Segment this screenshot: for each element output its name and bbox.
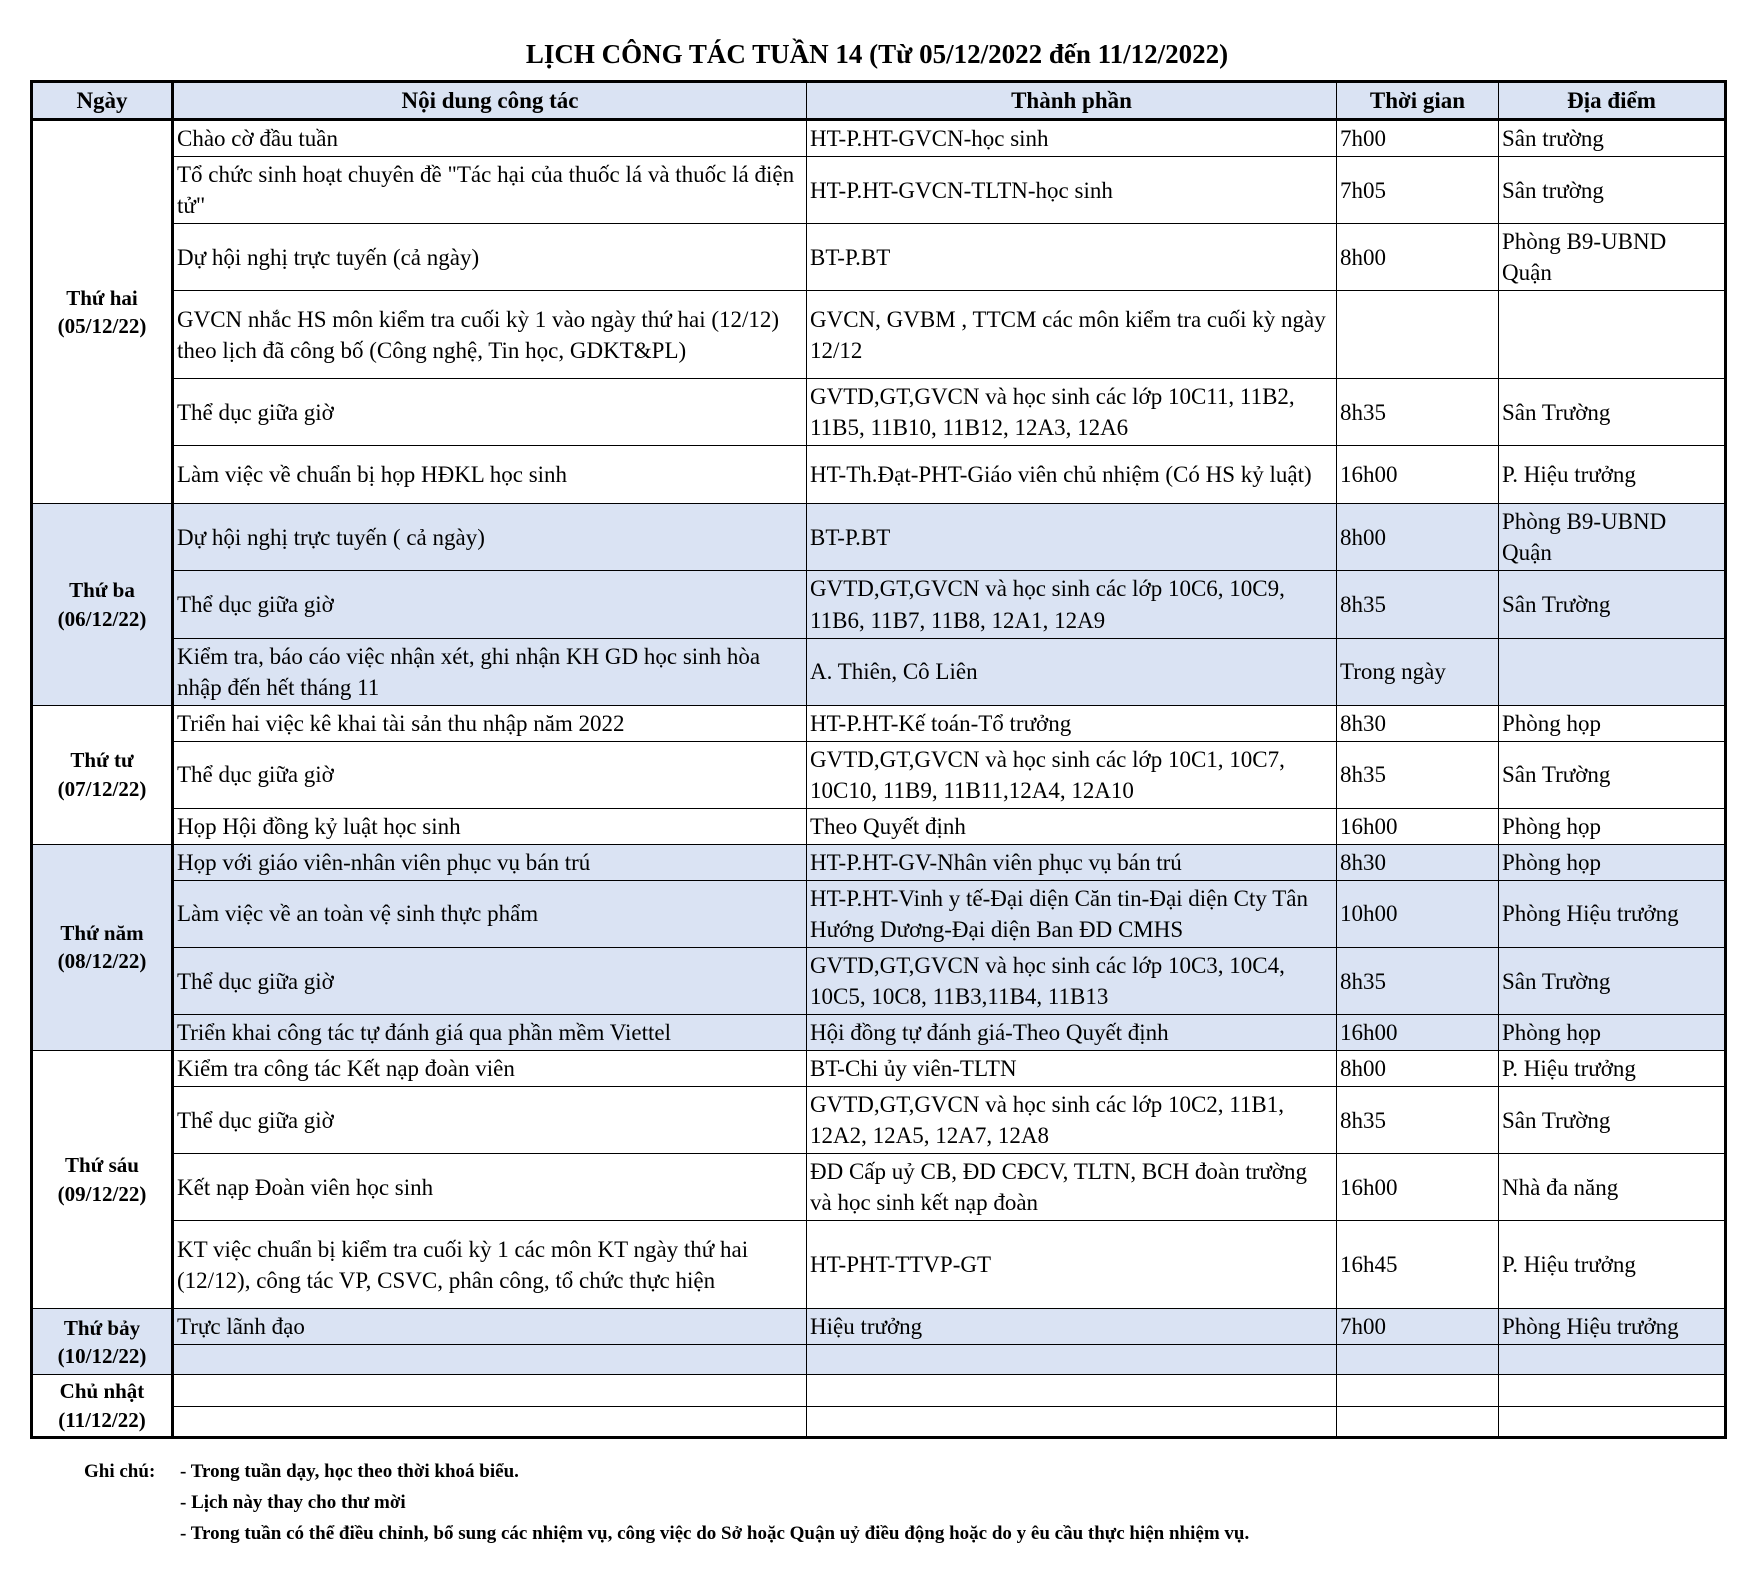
content-cell: Chào cờ đầu tuần xyxy=(173,120,807,157)
participants-cell: BT-Chi ủy viên-TLTN xyxy=(807,1051,1337,1087)
time-cell: 10h00 xyxy=(1337,880,1499,947)
table-row xyxy=(32,1154,1726,1221)
participants-cell xyxy=(807,1375,1337,1406)
place-cell xyxy=(1499,638,1726,705)
time-cell: 7h00 xyxy=(1337,120,1499,157)
column-header-place: Địa điểm xyxy=(1499,82,1726,120)
time-cell: 16h00 xyxy=(1337,1015,1499,1051)
participants-cell: HT-P.HT-Kế toán-Tổ trưởng xyxy=(807,705,1337,741)
day-name: Thứ bảy xyxy=(63,1315,141,1340)
content-cell xyxy=(173,1406,807,1437)
table-row xyxy=(32,504,1726,571)
participants-cell: Theo Quyết định xyxy=(807,808,1337,844)
table-row xyxy=(32,157,1726,224)
place-cell: Phòng Hiệu trưởng xyxy=(1499,880,1726,947)
time-cell: 8h35 xyxy=(1337,379,1499,446)
column-header-day: Ngày xyxy=(32,82,173,120)
content-cell: KT việc chuẩn bị kiểm tra cuối kỳ 1 các môn KT ngày thứ hai (12/12), công tác VP, CSVC, phân công, tổ chức thực hiện xyxy=(173,1221,807,1309)
content-cell: Dự hội nghị trực tuyến ( cả ngày) xyxy=(173,504,807,571)
content-cell: Dự hội nghị trực tuyến (cả ngày) xyxy=(173,224,807,291)
table-row xyxy=(32,638,1726,705)
day-name: Chủ nhật xyxy=(59,1379,145,1404)
table-row xyxy=(32,880,1726,947)
day-date: (07/12/22) xyxy=(57,776,147,801)
content-cell: Thể dục giữa giờ xyxy=(173,1087,807,1154)
place-cell xyxy=(1499,1345,1726,1375)
content-cell: Kết nạp Đoàn viên học sinh xyxy=(173,1154,807,1221)
day-cell xyxy=(32,504,173,705)
content-cell: GVCN nhắc HS môn kiểm tra cuối kỳ 1 vào ngày thứ hai (12/12) theo lịch đã công bố (Công nghệ, Tin học, GDKT&PL) xyxy=(173,291,807,379)
content-cell: Thể dục giữa giờ xyxy=(173,741,807,808)
table-row xyxy=(32,1015,1726,1051)
participants-cell: GVTD,GT,GVCN và học sinh các lớp 10C3, 10C4, 10C5, 10C8, 11B3,11B4, 11B13 xyxy=(807,947,1337,1014)
content-cell: Triển khai công tác tự đánh giá qua phần mềm Viettel xyxy=(173,1015,807,1051)
content-cell: Thể dục giữa giờ xyxy=(173,947,807,1014)
table-row xyxy=(32,1087,1726,1154)
participants-cell: HT-PHT-TTVP-GT xyxy=(807,1221,1337,1309)
time-cell: 8h35 xyxy=(1337,741,1499,808)
content-cell xyxy=(173,1345,807,1375)
time-cell xyxy=(1337,1406,1499,1437)
day-cell xyxy=(32,120,173,504)
table-row xyxy=(32,1375,1726,1406)
place-cell: Phòng họp xyxy=(1499,1015,1726,1051)
note-item: - Lịch này thay cho thư mời xyxy=(180,1492,406,1513)
content-cell: Họp Hội đồng kỷ luật học sinh xyxy=(173,808,807,844)
day-date: (09/12/22) xyxy=(57,1181,147,1206)
place-cell: Phòng họp xyxy=(1499,705,1726,741)
table-row xyxy=(32,844,1726,880)
participants-cell: BT-P.BT xyxy=(807,224,1337,291)
content-cell: Trực lãnh đạo xyxy=(173,1309,807,1345)
day-cell xyxy=(32,1309,173,1375)
table-row xyxy=(32,446,1726,504)
place-cell: Sân Trường xyxy=(1499,379,1726,446)
place-cell: P. Hiệu trưởng xyxy=(1499,446,1726,504)
table-row xyxy=(32,1051,1726,1087)
table-row xyxy=(32,741,1726,808)
content-cell: Triển hai việc kê khai tài sản thu nhập năm 2022 xyxy=(173,705,807,741)
time-cell: 8h35 xyxy=(1337,571,1499,638)
time-cell: 8h30 xyxy=(1337,705,1499,741)
time-cell: 8h00 xyxy=(1337,504,1499,571)
column-header-content: Nội dung công tác xyxy=(173,82,807,120)
participants-cell: BT-P.BT xyxy=(807,504,1337,571)
day-date: (06/12/22) xyxy=(57,606,147,631)
time-cell: 8h35 xyxy=(1337,947,1499,1014)
time-cell: 8h35 xyxy=(1337,1087,1499,1154)
participants-cell: HT-P.HT-GVCN-học sinh xyxy=(807,120,1337,157)
content-cell: Họp với giáo viên-nhân viên phục vụ bán trú xyxy=(173,844,807,880)
table-row xyxy=(32,947,1726,1014)
place-cell: Phòng họp xyxy=(1499,808,1726,844)
participants-cell: GVTD,GT,GVCN và học sinh các lớp 10C6, 10C9, 11B6, 11B7, 11B8, 12A1, 12A9 xyxy=(807,571,1337,638)
participants-cell: HT-Th.Đạt-PHT-Giáo viên chủ nhiệm (Có HS kỷ luật) xyxy=(807,446,1337,504)
participants-cell xyxy=(807,1406,1337,1437)
day-date: (08/12/22) xyxy=(57,949,147,974)
place-cell: Sân Trường xyxy=(1499,1087,1726,1154)
note-item: - Trong tuần có thể điều chỉnh, bổ sung các nhiệm vụ, công việc do Sở hoặc Quận uỷ điều động hoặc do y êu cầu thực hiện nhiệm vụ. xyxy=(180,1523,1250,1544)
table-row xyxy=(32,291,1726,379)
table-row xyxy=(32,1345,1726,1375)
time-cell: 8h00 xyxy=(1337,224,1499,291)
time-cell: Trong ngày xyxy=(1337,638,1499,705)
place-cell: Phòng Hiệu trưởng xyxy=(1499,1309,1726,1345)
place-cell: Nhà đa năng xyxy=(1499,1154,1726,1221)
table-row xyxy=(32,571,1726,638)
table-header-row xyxy=(32,82,1726,120)
time-cell xyxy=(1337,291,1499,379)
table-row xyxy=(32,1309,1726,1345)
content-cell: Tổ chức sinh hoạt chuyên đề "Tác hại của thuốc lá và thuốc lá điện tử" xyxy=(173,157,807,224)
participants-cell: A. Thiên, Cô Liên xyxy=(807,638,1337,705)
table-row xyxy=(32,1406,1726,1437)
content-cell: Kiểm tra, báo cáo việc nhận xét, ghi nhận KH GD học sinh hòa nhập đến hết tháng 11 xyxy=(173,638,807,705)
content-cell: Thể dục giữa giờ xyxy=(173,571,807,638)
note-item: - Trong tuần dạy, học theo thời khoá biểu. xyxy=(180,1461,519,1482)
time-cell: 8h00 xyxy=(1337,1051,1499,1087)
place-cell: Sân Trường xyxy=(1499,741,1726,808)
content-cell xyxy=(173,1375,807,1406)
participants-cell: GVTD,GT,GVCN và học sinh các lớp 10C1, 10C7, 10C10, 11B9, 11B11,12A4, 12A10 xyxy=(807,741,1337,808)
time-cell: 16h00 xyxy=(1337,808,1499,844)
table-row xyxy=(32,379,1726,446)
time-cell: 8h30 xyxy=(1337,844,1499,880)
place-cell: Phòng B9-UBND Quận xyxy=(1499,504,1726,571)
participants-cell: HT-P.HT-GV-Nhân viên phục vụ bán trú xyxy=(807,844,1337,880)
place-cell: P. Hiệu trưởng xyxy=(1499,1221,1726,1309)
time-cell: 16h45 xyxy=(1337,1221,1499,1309)
place-cell xyxy=(1499,291,1726,379)
content-cell: Thể dục giữa giờ xyxy=(173,379,807,446)
place-cell xyxy=(1499,1406,1726,1437)
column-header-time: Thời gian xyxy=(1337,82,1499,120)
time-cell: 7h05 xyxy=(1337,157,1499,224)
day-name: Thứ hai xyxy=(66,285,138,310)
table-row xyxy=(32,705,1726,741)
participants-cell: Hội đồng tự đánh giá-Theo Quyết định xyxy=(807,1015,1337,1051)
schedule-table xyxy=(30,80,1727,1439)
place-cell: Sân trường xyxy=(1499,120,1726,157)
place-cell: Phòng họp xyxy=(1499,844,1726,880)
schedule-body xyxy=(32,120,1726,1438)
participants-cell: GVTD,GT,GVCN và học sinh các lớp 10C11, 11B2, 11B5, 11B10, 11B12, 12A3, 12A6 xyxy=(807,379,1337,446)
content-cell: Làm việc về chuẩn bị họp HĐKL học sinh xyxy=(173,446,807,504)
day-name: Thứ sáu xyxy=(65,1153,139,1178)
table-row xyxy=(32,224,1726,291)
content-cell: Kiểm tra công tác Kết nạp đoàn viên xyxy=(173,1051,807,1087)
place-cell: Sân trường xyxy=(1499,157,1726,224)
place-cell: Phòng B9-UBND Quận xyxy=(1499,224,1726,291)
participants-cell: ĐD Cấp uỷ CB, ĐD CĐCV, TLTN, BCH đoàn trường và học sinh kết nạp đoàn xyxy=(807,1154,1337,1221)
notes-section xyxy=(84,1456,1249,1549)
day-cell xyxy=(32,844,173,1050)
day-cell xyxy=(32,1375,173,1438)
content-cell: Làm việc về an toàn vệ sinh thực phẩm xyxy=(173,880,807,947)
page-title: LỊCH CÔNG TÁC TUẦN 14 (Từ 05/12/2022 đến 11/12/2022) xyxy=(525,39,1229,69)
day-cell xyxy=(32,1051,173,1309)
time-cell xyxy=(1337,1345,1499,1375)
time-cell: 16h00 xyxy=(1337,1154,1499,1221)
day-name: Thứ năm xyxy=(60,921,144,946)
time-cell: 7h00 xyxy=(1337,1309,1499,1345)
place-cell: Sân Trường xyxy=(1499,571,1726,638)
place-cell: Sân Trường xyxy=(1499,947,1726,1014)
participants-cell: GVCN, GVBM , TTCM các môn kiểm tra cuối kỳ ngày 12/12 xyxy=(807,291,1337,379)
participants-cell: HT-P.HT-GVCN-TLTN-học sinh xyxy=(807,157,1337,224)
day-date: (10/12/22) xyxy=(57,1343,147,1368)
column-header-participants: Thành phần xyxy=(807,82,1337,120)
place-cell: P. Hiệu trưởng xyxy=(1499,1051,1726,1087)
participants-cell xyxy=(807,1345,1337,1375)
day-cell xyxy=(32,705,173,844)
notes-label: Ghi chú: xyxy=(84,1461,156,1482)
participants-cell: HT-P.HT-Vinh y tế-Đại diện Căn tin-Đại diện Cty Tân Hướng Dương-Đại diện Ban ĐD CMHS xyxy=(807,880,1337,947)
table-row xyxy=(32,1221,1726,1309)
table-row xyxy=(32,808,1726,844)
participants-cell: GVTD,GT,GVCN và học sinh các lớp 10C2, 11B1, 12A2, 12A5, 12A7, 12A8 xyxy=(807,1087,1337,1154)
time-cell xyxy=(1337,1375,1499,1406)
table-row xyxy=(32,120,1726,157)
participants-cell: Hiệu trưởng xyxy=(807,1309,1337,1345)
day-name: Thứ ba xyxy=(69,578,135,603)
day-date: (05/12/22) xyxy=(57,314,147,339)
place-cell xyxy=(1499,1375,1726,1406)
day-name: Thứ tư xyxy=(70,748,134,773)
time-cell: 16h00 xyxy=(1337,446,1499,504)
day-date: (11/12/22) xyxy=(58,1407,146,1432)
